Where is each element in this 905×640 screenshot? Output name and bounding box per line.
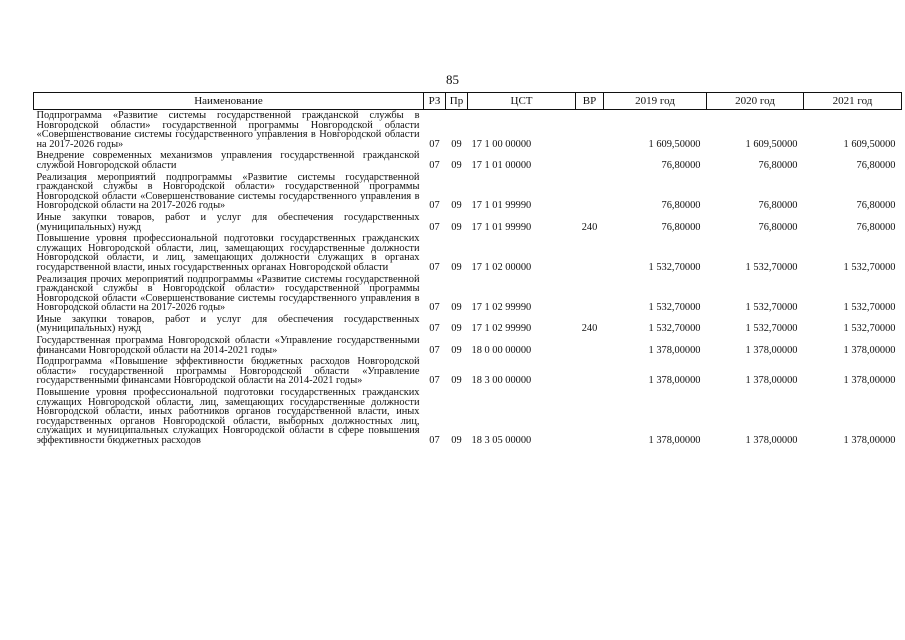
table-row	[34, 314, 902, 335]
table-row	[34, 110, 902, 151]
row-2020: 1 378,00000	[745, 435, 798, 446]
table-header-row	[34, 93, 902, 110]
table-row	[34, 150, 902, 171]
row-2020: 76,80000	[758, 221, 798, 233]
row-name: Подпрограмма «Развитие системы государственной гражданской службы в Новгородской области» государственной программы Новгородской области «Совершенствование системы государственного управления в Новгородской области на 2017-2026 годы»	[36, 110, 420, 150]
row-rz: 07	[429, 302, 440, 314]
row-name: Подпрограмма «Повышение эффективности бюджетных расходов Новгородской области» государственной программы Новгородской области «Управление государственными финансами Новгородской области на 2014-2021 годы»	[36, 356, 420, 387]
row-2021: 76,80000	[856, 200, 896, 212]
table-row	[34, 212, 902, 233]
row-cst: 17 1 02 99990	[471, 323, 532, 335]
page-number: 85	[446, 72, 459, 87]
row-name: Внедрение современных механизмов управления государственной гражданской службой Новгородской области	[36, 150, 420, 171]
row-pr: 09	[451, 159, 462, 171]
row-2020: 1 378,00000	[745, 344, 798, 356]
row-pr: 09	[451, 261, 462, 273]
row-rz: 07	[429, 221, 440, 233]
row-vr	[576, 172, 604, 212]
row-name: Иные закупки товаров, работ и услуг для обеспечения государственных (муниципальных) нужд	[36, 211, 420, 233]
row-name: Повышение уровня профессиональной подготовки государственных гражданских служащих Новгородской области, лиц, замещающих государственные должности Новгородской области, иных работников органов государственной власти, иных государственных органов Новгородской области, выборных должностных лиц, служащих и муниципальных служащих Новгородской области в сфере повышения эффективности бюджетных расходов	[36, 387, 420, 446]
table-row	[34, 233, 902, 273]
row-rz: 07	[429, 323, 440, 335]
row-2021: 76,80000	[856, 221, 896, 233]
table-row	[34, 172, 902, 212]
row-2020: 1 378,00000	[745, 375, 798, 387]
row-2019: 1 378,00000	[648, 344, 701, 356]
row-pr: 09	[451, 221, 462, 233]
row-2020: 76,80000	[758, 200, 798, 212]
row-rz: 07	[429, 435, 440, 446]
budget-table	[33, 92, 902, 447]
header-2019: 2019 год	[604, 93, 707, 110]
row-name: Повышение уровня профессиональной подготовки государственных гражданских служащих Новгородской области, лиц, замещающих государственные должности Новгородской области, и лиц, замещающих должности служащих в органах государственной власти, иных государственных органах Новгородской области	[36, 233, 420, 273]
row-2021: 1 378,00000	[843, 344, 896, 356]
row-cst: 18 3 05 00000	[471, 435, 532, 446]
row-2019: 76,80000	[661, 221, 701, 233]
row-pr: 09	[451, 375, 462, 387]
row-name: Реализация прочих мероприятий подпрограммы «Развитие системы государственной гражданской службы в Новгородской области» государственной программы Новгородской области «Совершенствование системы государственного управления в Новгородской области на 2017-2026 годы»	[36, 273, 420, 314]
row-2019: 76,80000	[661, 159, 701, 171]
row-vr: 240	[581, 221, 598, 233]
row-2021: 1 609,50000	[843, 138, 896, 150]
row-cst: 18 0 00 00000	[471, 344, 532, 356]
header-name: Наименование	[34, 93, 424, 110]
row-2019: 1 532,70000	[648, 302, 701, 314]
row-2020: 1 532,70000	[745, 323, 798, 335]
row-rz: 07	[429, 138, 440, 150]
row-vr: 240	[581, 323, 598, 335]
row-2020: 1 532,70000	[745, 302, 798, 314]
row-rz: 07	[429, 200, 440, 212]
header-2020: 2020 год	[707, 93, 804, 110]
row-name: Государственная программа Новгородской области «Управление государственными финансами Новгородской области на 2014-2021 годы»	[36, 335, 420, 356]
row-2019: 1 532,70000	[648, 323, 701, 335]
row-2020: 76,80000	[758, 159, 798, 171]
table-row	[34, 274, 902, 314]
row-rz: 07	[429, 261, 440, 273]
header-pr: Пр	[446, 93, 468, 110]
header-2021: 2021 год	[804, 93, 902, 110]
row-cst: 17 1 00 00000	[471, 138, 532, 150]
row-pr: 09	[451, 323, 462, 335]
table-row	[34, 356, 902, 387]
row-2021: 1 378,00000	[843, 435, 896, 446]
row-2021: 1 532,70000	[843, 323, 896, 335]
row-rz: 07	[429, 375, 440, 387]
row-vr	[576, 233, 604, 273]
row-cst: 17 1 01 99990	[471, 221, 532, 233]
row-vr	[576, 356, 604, 387]
table-row	[34, 335, 902, 356]
row-name: Иные закупки товаров, работ и услуг для обеспечения государственных (муниципальных) нужд	[36, 313, 420, 335]
row-vr	[576, 110, 604, 151]
row-2019: 76,80000	[661, 200, 701, 212]
row-2021: 1 532,70000	[843, 302, 896, 314]
row-2019: 1 378,00000	[648, 435, 701, 446]
row-cst: 17 1 02 00000	[471, 261, 532, 273]
row-vr	[576, 150, 604, 171]
row-2021: 76,80000	[856, 159, 896, 171]
row-pr: 09	[451, 344, 462, 356]
row-cst: 17 1 02 99990	[471, 302, 532, 314]
table-row	[34, 387, 902, 447]
row-pr: 09	[451, 138, 462, 150]
row-2020: 1 609,50000	[745, 138, 798, 150]
row-cst: 17 1 01 99990	[471, 200, 532, 212]
row-2021: 1 378,00000	[843, 375, 896, 387]
row-cst: 18 3 00 00000	[471, 375, 532, 387]
row-2019: 1 609,50000	[648, 138, 701, 150]
row-cst: 17 1 01 00000	[471, 159, 532, 171]
row-2020: 1 532,70000	[745, 261, 798, 273]
row-2019: 1 378,00000	[648, 375, 701, 387]
row-name: Реализация мероприятий подпрограммы «Развитие системы государственной гражданской службы в Новгородской области» государственной программы Новгородской области «Совершенствование системы государственного управления в Новгородской области на 2017-2026 годы»	[36, 171, 420, 212]
row-rz: 07	[429, 159, 440, 171]
row-rz: 07	[429, 344, 440, 356]
row-vr	[576, 274, 604, 314]
row-2021: 1 532,70000	[843, 261, 896, 273]
header-vr: ВР	[576, 93, 604, 110]
header-cst: ЦСТ	[468, 93, 576, 110]
row-vr	[576, 335, 604, 356]
row-pr: 09	[451, 302, 462, 314]
row-pr: 09	[451, 435, 462, 446]
header-rz: РЗ	[424, 93, 446, 110]
row-pr: 09	[451, 200, 462, 212]
row-2019: 1 532,70000	[648, 261, 701, 273]
row-vr	[576, 387, 604, 447]
